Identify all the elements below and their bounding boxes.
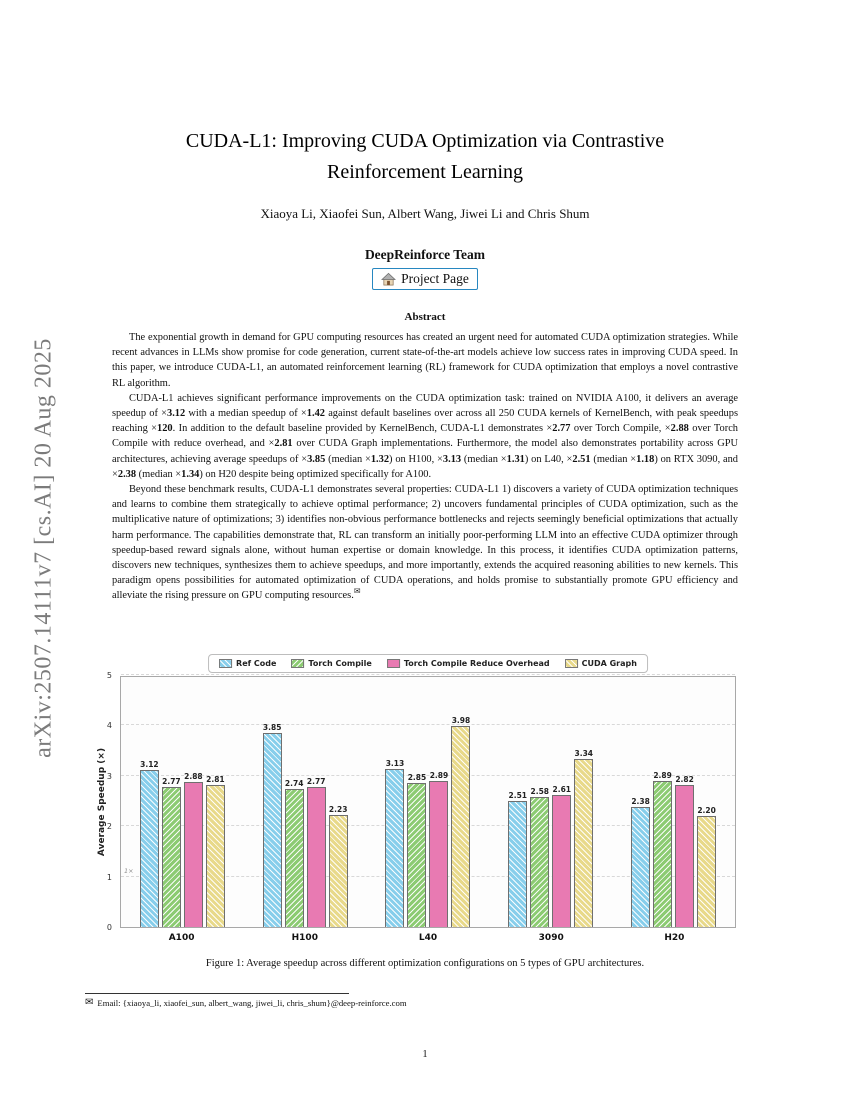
bar-column	[552, 785, 572, 927]
abstract-heading: Abstract	[404, 311, 446, 323]
bar-value-label: 2.61	[552, 785, 572, 795]
paper-title-line-1: CUDA-L1: Improving CUDA Optimization via Contrastive	[185, 130, 665, 152]
bar	[140, 770, 159, 927]
bold-value: 2.77	[552, 423, 571, 435]
abstract-text-run: CUDA-L1 achieves significant performance improvements on the CUDA optimization task: trained on NVIDIA A100, it delivers an average speedup of ×	[112, 392, 738, 420]
bar-value-label: 2.88	[184, 771, 203, 781]
bar-column	[574, 749, 594, 927]
bar-value-label: 2.74	[284, 778, 304, 788]
y-tick-label: 2	[106, 822, 112, 832]
legend-swatch-icon	[291, 659, 304, 668]
abstract-text-run: over CUDA Graph implementations. Furthermore, the model also demonstrates portability across GPU architectures, achieving average speedups of ×	[112, 438, 738, 465]
bar	[530, 797, 549, 927]
bar	[162, 787, 181, 927]
bar-value-label: 3.12	[140, 759, 159, 769]
bar-column	[631, 797, 651, 927]
bar-column	[407, 773, 427, 927]
bar	[552, 795, 571, 927]
x-tick-label: H100	[291, 933, 318, 943]
bar	[407, 783, 426, 927]
bar-column	[161, 777, 181, 927]
x-tick-label: A100	[168, 933, 195, 943]
abstract-paragraph	[112, 391, 738, 482]
bar-value-label: 2.77	[162, 777, 181, 787]
bar-group	[612, 677, 735, 927]
abstract-text-run: over Torch Compile with reduce overhead, and ×	[112, 423, 738, 450]
abstract-text-run: ) on H100, ×	[389, 453, 443, 465]
abstract-text-run: with a median speedup of ×	[185, 408, 307, 420]
project-link-row	[112, 268, 738, 291]
abstract-text-run: ) on RTX 3090, and ×	[112, 453, 738, 480]
bar	[508, 801, 527, 928]
bold-value: 1.31	[506, 453, 525, 465]
bold-value: 1.32	[370, 453, 390, 465]
bar-value-label: 2.81	[206, 775, 225, 785]
bar-group	[121, 677, 244, 927]
bold-value: 3.85	[307, 453, 326, 465]
bar-column	[205, 775, 225, 927]
abstract-text-run: (median ×	[136, 468, 182, 480]
x-tick-label: 3090	[538, 933, 564, 943]
bar-column	[385, 759, 405, 927]
abstract-text-run: Beyond these benchmark results, CUDA-L1 demonstrates several properties: CUDA-L1 1) discovers a variety of CUDA optimization techniques and learns to combine them strategically to achieve optimal performance; 2) uncovers fundamental principles of CUDA optimization, such as the multiplicative nature of optimizations; 3) identifies non-obvious performance bottlenecks and rejects seemingly beneficial optimizations that actually harm performance. The capabilities demonstrate that, RL can transform an initially poor-performing LLM into an effective CUDA optimizer through speedup-based reward signals alone, without human expertise or domain knowledge. In this process, it identifies CUDA optimization patterns, discovers new techniques, synthesizes them to achieve speedups, and more importantly, extends the acquired reasoning abilities to new kernels. This paradigm opens possibilities for automated optimization of CUDA operations, and holds promise to substantially promote GPU efficiency and alleviate the rising pressure on GPU computing resources.	[112, 484, 738, 602]
bar-value-label: 2.89	[429, 771, 449, 781]
bar-column	[697, 806, 717, 927]
bold-value: 120	[157, 423, 173, 435]
bar-value-label: 2.89	[653, 771, 672, 781]
bold-value: 1.42	[306, 408, 325, 420]
paper-title-line-2: Reinforcement Learning	[326, 161, 524, 183]
team-name: DeepReinforce Team	[364, 247, 486, 262]
bars-area	[121, 677, 735, 927]
bar-column	[508, 791, 528, 928]
authors-line: Xiaoya Li, Xiaofei Sun, Albert Wang, Jiwei Li and Chris Shum	[260, 206, 590, 221]
bar	[631, 807, 650, 927]
bar	[385, 769, 404, 927]
bar-column	[675, 775, 695, 927]
y-axis-label: Average Speedup (×)	[97, 747, 107, 857]
abstract-paragraph	[112, 482, 738, 604]
x-tick-label: L40	[418, 933, 438, 943]
legend-swatch-icon	[219, 659, 232, 668]
legend-label: CUDA Graph	[581, 659, 637, 668]
page-number: 1	[422, 1049, 428, 1060]
bar-value-label: 2.20	[697, 806, 716, 816]
bar	[263, 733, 282, 927]
bar-column	[139, 760, 159, 927]
gridline	[121, 674, 735, 675]
baseline-label: 1×	[124, 866, 134, 875]
bar	[697, 816, 716, 927]
bar-value-label: 2.51	[508, 790, 528, 800]
y-axis-ticks	[94, 671, 116, 932]
bar	[285, 789, 304, 927]
bar-value-label: 2.38	[631, 797, 650, 807]
legend-item	[219, 659, 276, 668]
figure-chart	[94, 654, 742, 948]
legend-item	[387, 659, 550, 668]
footnote	[85, 998, 407, 1008]
bar-value-label: 2.23	[328, 804, 348, 814]
envelope-icon: ✉	[85, 997, 94, 1008]
y-tick-label: 0	[106, 923, 112, 932]
legend-label: Torch Compile	[308, 659, 372, 668]
bar	[307, 787, 326, 927]
abstract-text-run: The exponential growth in demand for GPU computing resources has created an urgent need for automated CUDA optimization strategies. While recent advances in LLMs show promise for code generation, current state-of-the-art models achieve low success rates in improving CUDA speed. In this paper, we introduce CUDA-L1, an automated reinforcement learning (RL) framework for CUDA optimization that employs a novel contrastive RL algorithm.	[112, 332, 738, 389]
bold-value: 3.13	[442, 453, 462, 465]
bar-value-label: 3.13	[385, 759, 405, 769]
bar-group	[244, 677, 367, 927]
paper-title	[112, 126, 738, 188]
project-page-button[interactable]	[372, 268, 478, 290]
bar-value-label: 2.82	[675, 774, 694, 784]
x-tick-label: H20	[664, 933, 685, 943]
abstract-text-run: against default baselines over across all 250 CUDA kernels of KernelBench, with peak speedups reaching ×	[112, 408, 738, 435]
bar-column	[451, 716, 471, 927]
footnote-text: Email: {xiaoya_li, xiaofei_sun, albert_wang, jiwei_li, chris_shum}@deep-reinforce.com	[97, 998, 407, 1008]
abstract-text-run: . In addition to the default baseline provided by KernelBench, CUDA-L1 demonstrates ×	[172, 423, 553, 435]
bar-column	[530, 787, 550, 927]
arxiv-watermark: arXiv:2507.14111v7 [cs.AI] 20 Aug 2025	[30, 338, 57, 758]
bar	[184, 782, 203, 927]
chart-legend	[208, 654, 648, 673]
abstract-text-run: ) on L40, ×	[524, 453, 573, 465]
y-tick-label: 5	[106, 671, 112, 680]
legend-label: Torch Compile Reduce Overhead	[403, 659, 550, 668]
bar-column	[306, 777, 326, 927]
abstract-text-run: over Torch Compile, ×	[570, 423, 671, 435]
bar-group	[367, 677, 490, 927]
y-tick-label: 1	[106, 872, 112, 882]
abstract-paragraph	[112, 330, 738, 391]
legend-label: Ref Code	[236, 659, 277, 668]
bold-value: 2.88	[670, 423, 689, 435]
x-axis-labels	[120, 933, 736, 943]
bar-value-label: 2.77	[306, 777, 326, 787]
footnote-mark-icon: ✉	[353, 586, 361, 596]
plot-area	[120, 676, 736, 928]
bold-value: 2.81	[274, 438, 293, 450]
bar-column	[328, 805, 348, 927]
bar-value-label: 2.58	[530, 786, 550, 796]
bold-value: 2.51	[572, 453, 591, 465]
bar-value-label: 3.98	[451, 716, 471, 726]
figure-caption: Figure 1: Average speedup across different optimization configurations on 5 types of GPU architectures.	[205, 958, 645, 969]
bar-value-label: 3.34	[574, 748, 594, 758]
abstract-paragraphs	[112, 330, 738, 604]
bar-column	[429, 771, 449, 927]
y-tick-label: 3	[106, 771, 112, 781]
bar-column	[284, 779, 304, 927]
project-page-label: Project Page	[401, 271, 469, 286]
abstract-text-run: (median ×	[325, 453, 371, 465]
bar	[653, 781, 672, 927]
abstract-text-run: (median ×	[590, 453, 637, 465]
bar	[206, 785, 225, 927]
bar-group	[489, 677, 612, 927]
legend-swatch-icon	[387, 659, 400, 668]
y-tick-label: 4	[106, 721, 112, 731]
bar-column	[262, 723, 282, 927]
house-icon	[381, 272, 396, 286]
bar	[574, 759, 593, 927]
footnote-divider	[85, 993, 349, 994]
bar	[451, 726, 470, 927]
bar-value-label: 2.85	[407, 773, 427, 783]
legend-item	[565, 659, 637, 668]
bar-value-label: 3.85	[262, 722, 282, 732]
bold-value: 2.38	[117, 468, 137, 480]
bold-value: 1.34	[181, 468, 200, 480]
bar	[429, 781, 448, 927]
bar	[329, 815, 348, 927]
abstract-text-run: (median ×	[461, 453, 507, 465]
bold-value: 3.12	[167, 408, 186, 420]
bar-column	[183, 772, 203, 927]
abstract-text-run: ) on H20 despite being optimized specifically for A100.	[199, 468, 432, 480]
bold-value: 1.18	[636, 453, 655, 465]
legend-item	[291, 659, 371, 668]
bar	[675, 785, 694, 927]
bar-column	[653, 771, 673, 927]
legend-swatch-icon	[565, 659, 578, 668]
